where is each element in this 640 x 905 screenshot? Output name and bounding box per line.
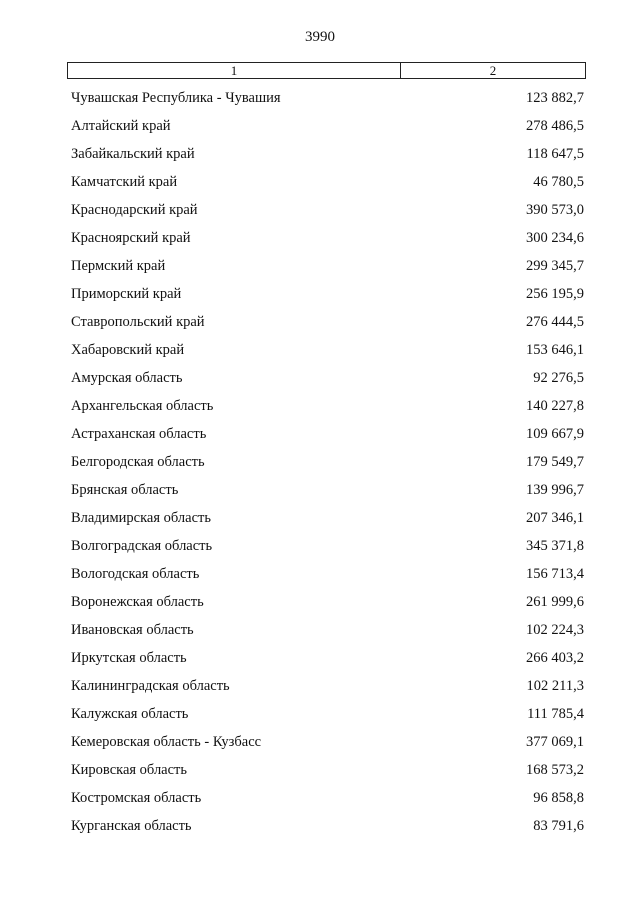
table-row bbox=[67, 672, 586, 700]
region-value: 261 999,6 bbox=[526, 593, 584, 610]
table-row bbox=[67, 252, 586, 280]
table-body bbox=[67, 84, 586, 840]
table-row bbox=[67, 588, 586, 616]
header-col-2: 2 bbox=[489, 62, 497, 78]
table-row bbox=[67, 224, 586, 252]
table-row bbox=[67, 420, 586, 448]
region-value: 118 647,5 bbox=[526, 145, 584, 162]
table-row bbox=[67, 504, 586, 532]
region-value: 83 791,6 bbox=[533, 817, 584, 834]
region-value: 140 227,8 bbox=[526, 397, 584, 414]
region-value: 278 486,5 bbox=[526, 117, 584, 134]
region-name: Астраханская область bbox=[71, 425, 207, 442]
region-name: Курганская область bbox=[71, 817, 192, 834]
region-name: Архангельская область bbox=[71, 397, 214, 414]
region-name: Забайкальский край bbox=[71, 145, 195, 162]
table-row bbox=[67, 476, 586, 504]
region-value: 96 858,8 bbox=[533, 789, 584, 806]
region-name: Иркутская область bbox=[71, 649, 187, 666]
table-row bbox=[67, 756, 586, 784]
region-value: 256 195,9 bbox=[526, 285, 584, 302]
region-name: Калининградская область bbox=[71, 677, 230, 694]
region-value: 109 667,9 bbox=[526, 425, 584, 442]
region-name: Волгоградская область bbox=[71, 537, 213, 554]
region-name: Кировская область bbox=[71, 761, 188, 778]
table-row bbox=[67, 700, 586, 728]
region-name: Чувашская Республика - Чувашия bbox=[71, 89, 281, 106]
region-name: Владимирская область bbox=[71, 509, 211, 526]
table-row bbox=[67, 112, 586, 140]
table-row bbox=[67, 84, 586, 112]
table-row bbox=[67, 308, 586, 336]
region-name: Алтайский край bbox=[71, 117, 171, 134]
region-name: Ставропольский край bbox=[71, 313, 205, 330]
region-name: Воронежская область bbox=[71, 593, 204, 610]
region-value: 92 276,5 bbox=[533, 369, 584, 386]
region-value: 390 573,0 bbox=[526, 201, 584, 218]
region-value: 299 345,7 bbox=[526, 257, 584, 274]
table-row bbox=[67, 812, 586, 840]
region-value: 266 403,2 bbox=[526, 649, 584, 666]
region-value: 276 444,5 bbox=[526, 313, 584, 330]
table-row bbox=[67, 616, 586, 644]
table-row bbox=[67, 336, 586, 364]
table-row bbox=[67, 728, 586, 756]
region-value: 139 996,7 bbox=[526, 481, 584, 498]
region-value: 46 780,5 bbox=[533, 173, 584, 190]
table-row bbox=[67, 196, 586, 224]
region-value: 207 346,1 bbox=[526, 509, 584, 526]
table-row bbox=[67, 280, 586, 308]
table-row bbox=[67, 364, 586, 392]
region-value: 377 069,1 bbox=[526, 733, 584, 750]
region-value: 156 713,4 bbox=[526, 565, 584, 582]
region-name: Камчатский край bbox=[71, 173, 178, 190]
page-number: 3990 bbox=[305, 29, 335, 45]
region-name: Красноярский край bbox=[71, 229, 191, 246]
region-name: Приморский край bbox=[71, 285, 182, 302]
table-header bbox=[67, 62, 586, 79]
region-value: 111 785,4 bbox=[527, 705, 584, 722]
region-name: Ивановская область bbox=[71, 621, 194, 638]
region-name: Костромская область bbox=[71, 789, 202, 806]
region-value: 102 211,3 bbox=[526, 677, 584, 694]
region-value: 102 224,3 bbox=[526, 621, 584, 638]
table-row bbox=[67, 532, 586, 560]
region-value: 123 882,7 bbox=[526, 89, 584, 106]
region-value: 168 573,2 bbox=[526, 761, 584, 778]
region-name: Хабаровский край bbox=[71, 341, 185, 358]
region-value: 345 371,8 bbox=[526, 537, 584, 554]
table-row bbox=[67, 168, 586, 196]
header-col-1: 1 bbox=[68, 63, 401, 78]
region-name: Брянская область bbox=[71, 481, 179, 498]
region-name: Пермский край bbox=[71, 257, 166, 274]
table-row bbox=[67, 448, 586, 476]
region-name: Белгородская область bbox=[71, 453, 205, 470]
region-value: 153 646,1 bbox=[526, 341, 584, 358]
table-row bbox=[67, 784, 586, 812]
region-name: Калужская область bbox=[71, 705, 189, 722]
table-row bbox=[67, 644, 586, 672]
region-name: Кемеровская область - Кузбасс bbox=[71, 733, 262, 750]
region-name: Амурская область bbox=[71, 369, 183, 386]
region-name: Краснодарский край bbox=[71, 201, 198, 218]
region-value: 179 549,7 bbox=[526, 453, 584, 470]
region-value: 300 234,6 bbox=[526, 229, 584, 246]
region-name: Вологодская область bbox=[71, 565, 200, 582]
table-row bbox=[67, 140, 586, 168]
table-row bbox=[67, 560, 586, 588]
table-row bbox=[67, 392, 586, 420]
